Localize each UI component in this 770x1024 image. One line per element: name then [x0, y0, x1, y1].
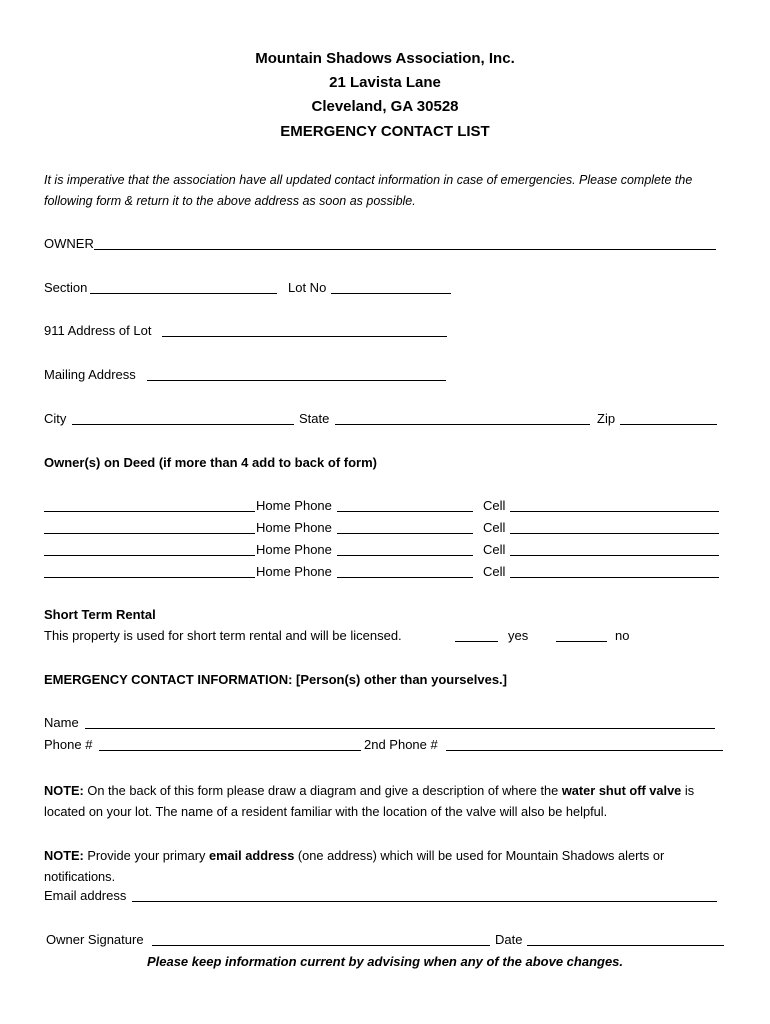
address-911-field[interactable]: [162, 336, 447, 337]
contact-phone2-label: 2nd Phone #: [364, 737, 438, 752]
section-label: Section: [44, 280, 88, 295]
email-label: Email address: [44, 888, 127, 903]
rental-no-field[interactable]: [556, 641, 607, 642]
short-term-rental-heading: Short Term Rental: [44, 607, 156, 622]
city-field[interactable]: [72, 424, 294, 425]
contact-name-label: Name: [44, 715, 79, 730]
state-field[interactable]: [335, 424, 590, 425]
cell-label: Cell: [483, 542, 506, 557]
email-emphasis: email address: [208, 848, 295, 863]
zip-label: Zip: [597, 411, 616, 426]
lot-no-label: Lot No: [288, 280, 327, 295]
emergency-contact-heading: EMERGENCY CONTACT INFORMATION: [Person(s) other than yourselves.]: [44, 672, 507, 687]
lot-no-field[interactable]: [331, 293, 451, 294]
note-label: NOTE:: [44, 848, 84, 863]
contact-name-field[interactable]: [85, 728, 715, 729]
footer-note: Please keep information current by advising when any of the above changes.: [146, 954, 624, 969]
org-street: 21 Lavista Lane: [329, 74, 441, 91]
cell-field[interactable]: [510, 511, 719, 512]
short-term-rental-statement: This property is used for short term rental and will be licensed.: [44, 628, 402, 643]
home-phone-label: Home Phone: [256, 498, 332, 513]
section-field[interactable]: [90, 293, 277, 294]
mailing-address-label: Mailing Address: [44, 367, 136, 382]
home-phone-field[interactable]: [337, 555, 473, 556]
cell-label: Cell: [483, 564, 506, 579]
contact-phone2-field[interactable]: [446, 750, 723, 751]
zip-field[interactable]: [620, 424, 717, 425]
cell-field[interactable]: [510, 577, 719, 578]
owner-signature-field[interactable]: [152, 945, 490, 946]
rental-yes-label: yes: [508, 628, 529, 643]
cell-label: Cell: [483, 498, 506, 513]
owner-signature-label: Owner Signature: [46, 932, 144, 947]
home-phone-field[interactable]: [337, 577, 473, 578]
date-field[interactable]: [527, 945, 724, 946]
owner-name-field[interactable]: [44, 577, 255, 578]
contact-phone-field[interactable]: [99, 750, 361, 751]
cell-field[interactable]: [510, 555, 719, 556]
cell-label: Cell: [483, 520, 506, 535]
rental-no-label: no: [615, 628, 630, 643]
owner-name-field[interactable]: [44, 533, 255, 534]
home-phone-label: Home Phone: [256, 520, 332, 535]
water-valve-emphasis: water shut off valve: [561, 783, 682, 798]
home-phone-label: Home Phone: [256, 564, 332, 579]
note-water-valve: NOTE: On the back of this form please draw a diagram and give a description of where the water shut off valve is located on your lot. The name of a resident familiar with the location of the valve will also be helpful.: [44, 783, 695, 819]
owners-on-deed-heading: Owner(s) on Deed (if more than 4 add to back of form): [44, 455, 377, 470]
home-phone-label: Home Phone: [256, 542, 332, 557]
address-911-label: 911 Address of Lot: [44, 323, 152, 338]
state-label: State: [299, 411, 330, 426]
home-phone-field[interactable]: [337, 511, 473, 512]
owner-name-field[interactable]: [44, 555, 255, 556]
owner-field[interactable]: [94, 249, 716, 250]
owner-label: OWNER: [44, 236, 94, 251]
note-label: NOTE:: [44, 783, 84, 798]
owner-name-field[interactable]: [44, 511, 255, 512]
date-label: Date: [495, 932, 523, 947]
contact-phone-label: Phone #: [44, 737, 93, 752]
intro-text: It is imperative that the association have all updated contact information in case of emergencies. Please complete the following form & return it to the above address as soon as possible.: [44, 173, 693, 208]
org-name: Mountain Shadows Association, Inc.: [255, 50, 515, 67]
mailing-address-field[interactable]: [147, 380, 446, 381]
home-phone-field[interactable]: [337, 533, 473, 534]
org-city-state-zip: Cleveland, GA 30528: [311, 98, 459, 115]
rental-yes-field[interactable]: [455, 641, 498, 642]
note-email: NOTE: Provide your primary email address (one address) which will be used for Mountain Shadows alerts or notifications.: [44, 848, 665, 884]
form-title: EMERGENCY CONTACT LIST: [280, 123, 490, 140]
email-field[interactable]: [132, 901, 717, 902]
city-label: City: [44, 411, 67, 426]
cell-field[interactable]: [510, 533, 719, 534]
